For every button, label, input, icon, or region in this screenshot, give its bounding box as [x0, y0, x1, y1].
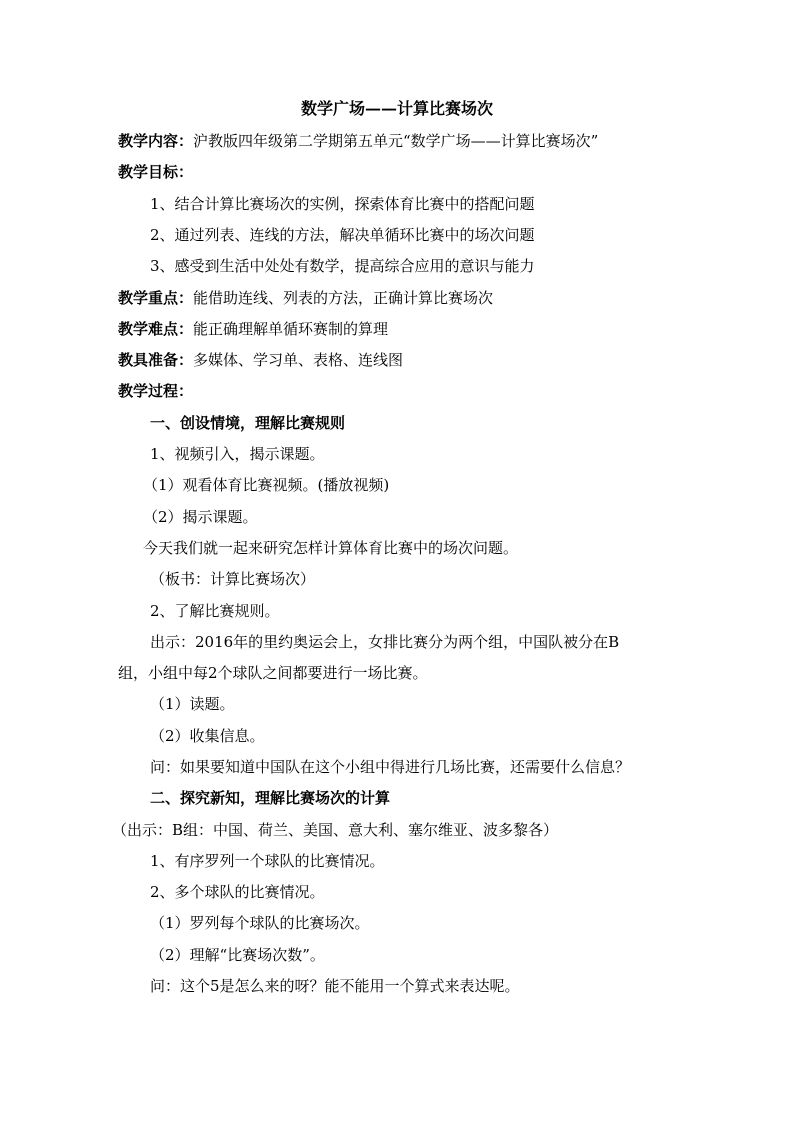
section-1-line: （1）读题。 [150, 695, 235, 713]
teaching-tools [118, 350, 403, 370]
section-1-line: 组，小组中每2个球队之间都要进行一场比赛。 [118, 664, 428, 682]
teaching-key-label: 教学重点： [118, 289, 194, 307]
teaching-key-text: 能借助连线、列表的方法，正确计算比赛场次 [193, 289, 494, 307]
section-1-line: 今天我们就一起来研究怎样计算体育比赛中的场次问题。 [143, 539, 519, 557]
section-1-heading: 一、创设情境，理解比赛规则 [150, 414, 346, 432]
section-1-line: （2）收集信息。 [150, 727, 265, 745]
teaching-difficulty-label: 教学难点： [118, 320, 194, 338]
section-2-line: （2）理解“比赛场次数”。 [150, 946, 325, 964]
section-2-line: 2、多个球队的比赛情况。 [150, 883, 325, 901]
section-2-line: 问：这个5是怎么来的呀？能不能用一个算式来表达呢。 [150, 977, 520, 995]
goal-item-3: 3、感受到生活中处处有数学，提高综合应用的意识与能力 [150, 257, 535, 275]
section-1-line: 1、视频引入，揭示课题。 [150, 445, 325, 463]
section-1-line: （1）观看体育比赛视频。(播放视频) [143, 476, 390, 494]
section-2-line: （出示：B组：中国、荷兰、美国、意大利、塞尔维亚、波多黎各） [112, 821, 559, 839]
teaching-process-label: 教学过程： [118, 382, 194, 400]
section-1-line: 2、了解比赛规则。 [150, 602, 280, 620]
section-1-line: 出示：2016年的里约奥运会上，女排比赛分为两个组，中国队被分在B [150, 633, 620, 651]
teaching-goals-label: 教学目标： [118, 163, 194, 181]
teaching-tools-text: 多媒体、学习单、表格、连线图 [193, 351, 404, 369]
goal-item-2: 2、通过列表、连线的方法，解决单循环比赛中的场次问题 [150, 226, 535, 244]
teaching-difficulty-text: 能正确理解单循环赛制的算理 [193, 320, 389, 338]
section-1-line: 问：如果要知道中国队在这个小组中得进行几场比赛，还需要什么信息？ [150, 758, 631, 776]
section-1-line: （板书：计算比赛场次） [150, 570, 316, 588]
teaching-key [118, 288, 493, 308]
teaching-content-label: 教学内容： [118, 132, 194, 150]
teaching-content [118, 131, 598, 151]
section-2-line: 1、有序罗列一个球队的比赛情况。 [150, 852, 385, 870]
section-2-line: （1）罗列每个球队的比赛场次。 [150, 914, 370, 932]
goal-item-1: 1、结合计算比赛场次的实例，探索体育比赛中的搭配问题 [150, 195, 535, 213]
teaching-tools-label: 教具准备： [118, 351, 194, 369]
section-1-line: （2）揭示课题。 [143, 508, 258, 526]
teaching-difficulty [118, 319, 388, 339]
document-title: 数学广场——计算比赛场次 [300, 99, 493, 118]
teaching-content-text: 沪教版四年级第二学期第五单元“数学广场——计算比赛场次” [193, 132, 599, 150]
section-2-heading: 二、探究新知，理解比赛场次的计算 [150, 789, 391, 807]
